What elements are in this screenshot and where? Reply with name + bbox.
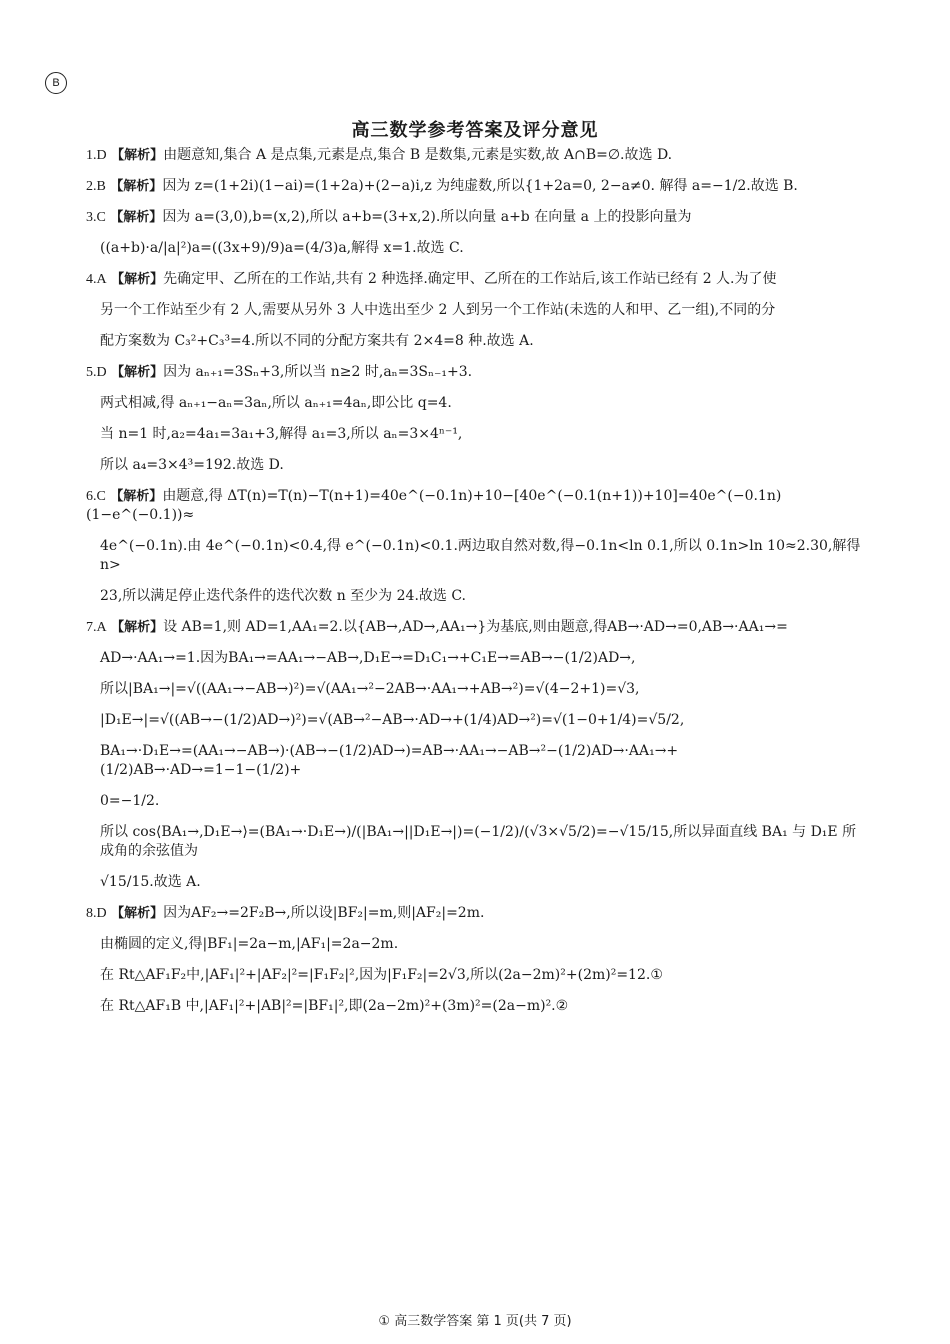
answer-line bbox=[86, 935, 868, 954]
page-title: 高三数学参考答案及评分意见 bbox=[351, 120, 599, 141]
answer-number: 3.C bbox=[86, 210, 106, 225]
answer-text: BA₁→·D₁E→=(AA₁→−AB→)·(AB→−(1/2)AD→)=AB→·AA₁→−AB→²−(1/2)AD→·AA₁→+(1/2)AB→·AD→=1−1−(1/2)+ bbox=[100, 743, 679, 778]
answer-number: 4.A bbox=[86, 272, 107, 287]
answer-line bbox=[86, 146, 868, 165]
answer-text: 两式相减,得 aₙ₊₁−aₙ=3aₙ,所以 aₙ₊₁=4aₙ,即公比 q=4. bbox=[100, 395, 452, 411]
answer-number: 2.B bbox=[86, 179, 106, 194]
paper-version-badge: B bbox=[45, 72, 67, 94]
answer-item bbox=[86, 487, 868, 606]
answer-line bbox=[86, 966, 868, 985]
answer-item bbox=[86, 904, 868, 1016]
answer-text: 因为 a=(3,0),b=(x,2),所以 a+b=(3+x,2).所以向量 a+b 在向量 a 上的投影向量为 bbox=[162, 209, 692, 225]
analysis-tag: 【解析】 bbox=[110, 489, 163, 504]
answer-line bbox=[86, 711, 868, 730]
answer-text: 所以|BA₁→|=√((AA₁→−AB→)²)=√(AA₁→²−2AB→·AA₁→+AB→²)=√(4−2+1)=√3, bbox=[100, 681, 640, 697]
analysis-tag: 【解析】 bbox=[110, 210, 163, 225]
answer-number: 5.D bbox=[86, 365, 107, 380]
answer-text: 当 n=1 时,a₂=4a₁=3a₁+3,解得 a₁=3,所以 aₙ=3×4ⁿ⁻¹, bbox=[100, 426, 463, 442]
answer-text: 先确定甲、乙所在的工作站,共有 2 种选择.确定甲、乙所在的工作站后,该工作站已经有 2 人.为了使 bbox=[163, 271, 777, 287]
answer-text: 设 AB=1,则 AD=1,AA₁=2.以{AB→,AD→,AA₁→}为基底,则由题意,得AB→·AD→=0,AB→·AA₁→= bbox=[163, 619, 788, 635]
answer-item bbox=[86, 270, 868, 351]
analysis-tag: 【解析】 bbox=[110, 179, 163, 194]
page-footer: ① 高三数学答案 第 1 页(共 7 页) bbox=[378, 1314, 572, 1329]
answer-line bbox=[86, 823, 868, 861]
answer-text: 0=−1/2. bbox=[100, 793, 160, 809]
answer-line bbox=[86, 904, 868, 923]
answer-text: 另一个工作站至少有 2 人,需要从另外 3 人中选出至少 2 人到另一个工作站(未选的人和甲、乙一组),不同的分 bbox=[100, 302, 776, 318]
answer-line bbox=[86, 270, 868, 289]
answer-item bbox=[86, 146, 868, 165]
answer-text: AD→·AA₁→=1.因为BA₁→=AA₁→−AB→,D₁E→=D₁C₁→+C₁E→=AB→−(1/2)AD→, bbox=[100, 650, 636, 666]
answer-text: 由椭圆的定义,得|BF₁|=2a−m,|AF₁|=2a−2m. bbox=[100, 936, 399, 952]
answer-number: 1.D bbox=[86, 148, 107, 163]
answer-item bbox=[86, 618, 868, 892]
answer-text: 由题意知,集合 A 是点集,元素是点,集合 B 是数集,元素是实数,故 A∩B=∅.故选 D. bbox=[163, 147, 673, 163]
answer-list bbox=[86, 146, 868, 1028]
answer-line bbox=[86, 177, 868, 196]
analysis-tag: 【解析】 bbox=[111, 365, 164, 380]
answer-line bbox=[86, 537, 868, 575]
answer-line bbox=[86, 618, 868, 637]
answer-line bbox=[86, 873, 868, 892]
answer-line bbox=[86, 742, 868, 780]
answer-text: 所以 cos⟨BA₁→,D₁E→⟩=(BA₁→·D₁E→)/(|BA₁→||D₁E→|)=(−1/2)/(√3×√5/2)=−√15/15,所以异面直线 BA₁ 与 D₁E 所成角的余弦值为 bbox=[100, 824, 857, 859]
answer-text: 4e^(−0.1n).由 4e^(−0.1n)<0.4,得 e^(−0.1n)<0.1.两边取自然对数,得−0.1n<ln 0.1,所以 0.1n>ln 10≈2.30,解得 n> bbox=[100, 538, 861, 573]
answer-line bbox=[86, 997, 868, 1016]
answer-line bbox=[86, 332, 868, 351]
answer-item bbox=[86, 177, 868, 196]
answer-line bbox=[86, 649, 868, 668]
answer-line bbox=[86, 587, 868, 606]
answer-item bbox=[86, 363, 868, 475]
answer-line bbox=[86, 456, 868, 475]
answer-line bbox=[86, 301, 868, 320]
answer-text: 23,所以满足停止迭代条件的迭代次数 n 至少为 24.故选 C. bbox=[100, 588, 467, 604]
answer-text: 配方案数为 C₃²+C₃³=4.所以不同的分配方案共有 2×4=8 种.故选 A. bbox=[100, 333, 534, 349]
answer-line bbox=[86, 394, 868, 413]
analysis-tag: 【解析】 bbox=[111, 620, 164, 635]
answer-text: ((a+b)·a/|a|²)a=((3x+9)/9)a=(4/3)a,解得 x=1.故选 C. bbox=[100, 240, 464, 256]
analysis-tag: 【解析】 bbox=[111, 148, 164, 163]
answer-line bbox=[86, 792, 868, 811]
answer-line bbox=[86, 239, 868, 258]
answer-number: 7.A bbox=[86, 620, 107, 635]
analysis-tag: 【解析】 bbox=[111, 272, 164, 287]
answer-text: 在 Rt△AF₁B 中,|AF₁|²+|AB|²=|BF₁|²,即(2a−2m)²+(3m)²=(2a−m)².② bbox=[100, 998, 569, 1014]
answer-line bbox=[86, 363, 868, 382]
answer-text: 因为AF₂→=2F₂B→,所以设|BF₂|=m,则|AF₂|=2m. bbox=[163, 905, 485, 921]
answer-text: 因为 z=(1+2i)(1−ai)=(1+2a)+(2−a)i,z 为纯虚数,所以{1+2a=0, 2−a≠0. 解得 a=−1/2.故选 B. bbox=[162, 178, 798, 194]
answer-text: 所以 a₄=3×4³=192.故选 D. bbox=[100, 457, 284, 473]
answer-number: 8.D bbox=[86, 906, 107, 921]
answer-number: 6.C bbox=[86, 489, 106, 504]
answer-text: |D₁E→|=√((AB→−(1/2)AD→)²)=√(AB→²−AB→·AD→+(1/4)AD→²)=√(1−0+1/4)=√5/2, bbox=[100, 712, 685, 728]
answer-text: 由题意,得 ΔT(n)=T(n)−T(n+1)=40e^(−0.1n)+10−[40e^(−0.1(n+1))+10]=40e^(−0.1n)(1−e^(−0.1))≈ bbox=[86, 488, 782, 523]
answer-item bbox=[86, 208, 868, 258]
answer-line bbox=[86, 425, 868, 444]
answer-text: 因为 aₙ₊₁=3Sₙ+3,所以当 n≥2 时,aₙ=3Sₙ₋₁+3. bbox=[163, 364, 473, 380]
analysis-tag: 【解析】 bbox=[111, 906, 164, 921]
answer-line bbox=[86, 680, 868, 699]
answer-line bbox=[86, 487, 868, 525]
answer-text: 在 Rt△AF₁F₂中,|AF₁|²+|AF₂|²=|F₁F₂|²,因为|F₁F₂|=2√3,所以(2a−2m)²+(2m)²=12.① bbox=[100, 967, 663, 983]
answer-line bbox=[86, 208, 868, 227]
answer-text: √15/15.故选 A. bbox=[100, 874, 201, 890]
